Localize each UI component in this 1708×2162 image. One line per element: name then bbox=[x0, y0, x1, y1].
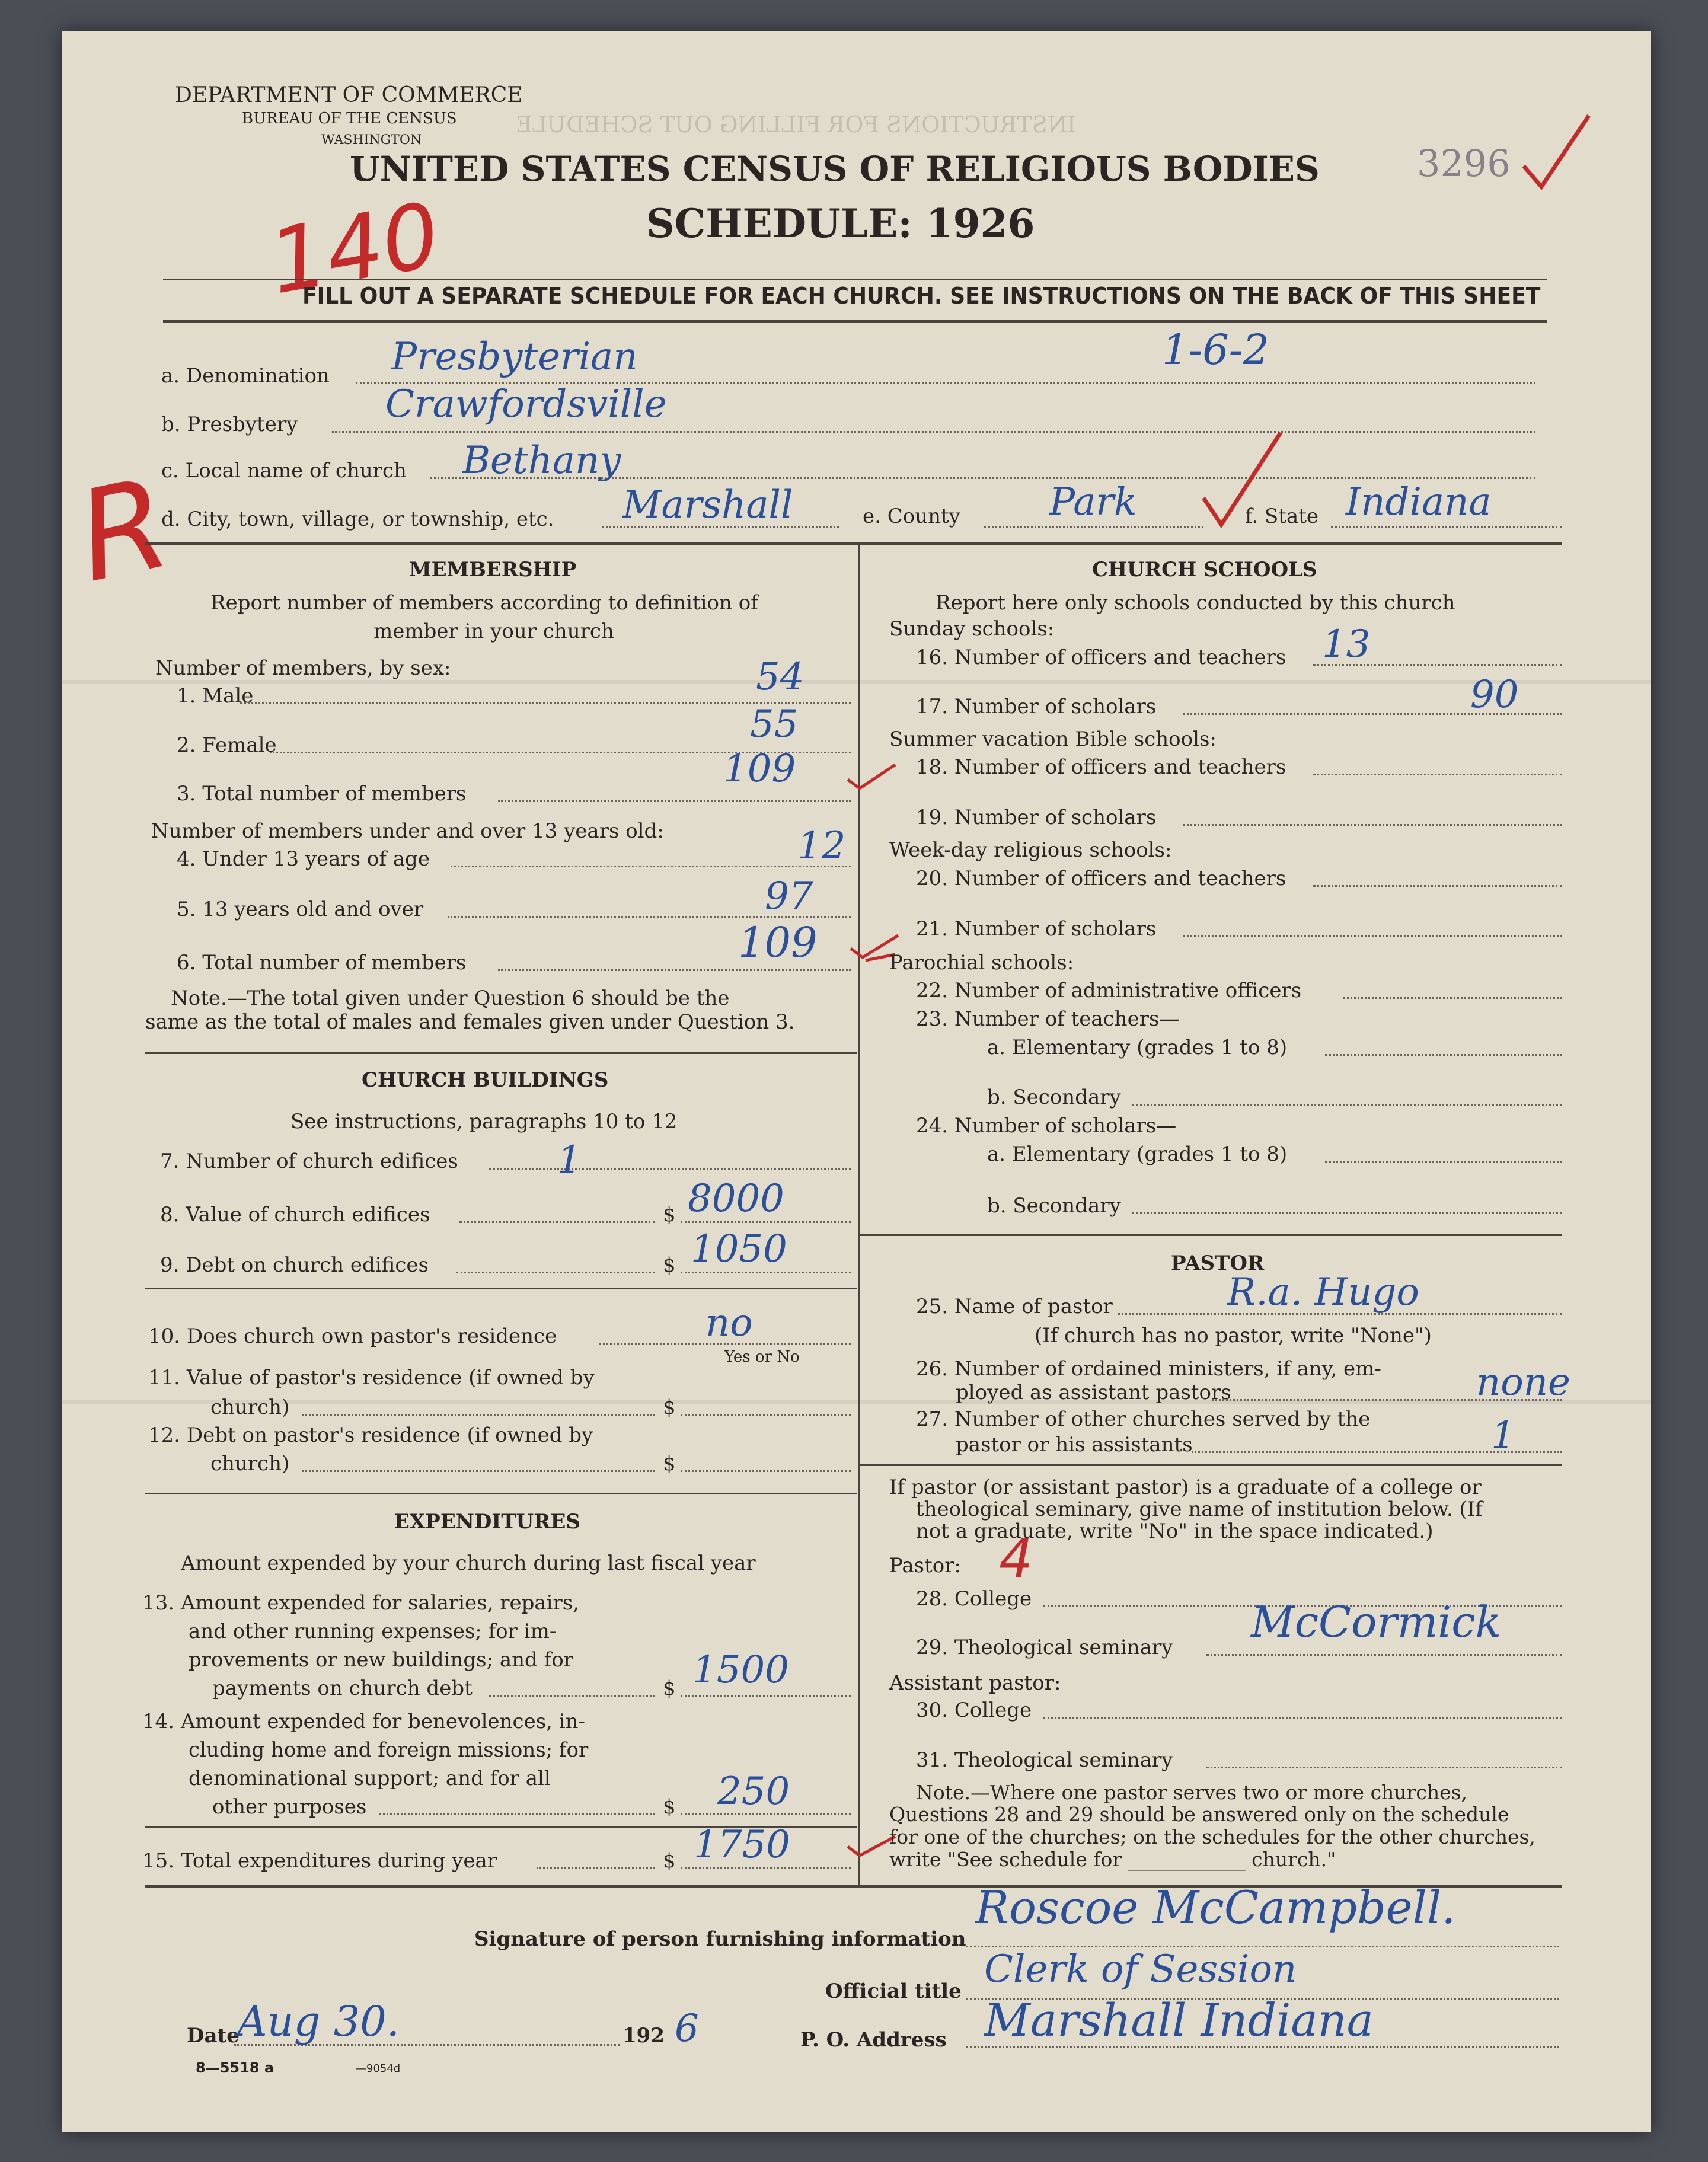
buildings-heading: CHURCH BUILDINGS bbox=[362, 1068, 609, 1092]
year-prefix: 192 bbox=[622, 2024, 665, 2048]
by-age-label: Number of members under and over 13 years old: bbox=[151, 819, 664, 843]
q19-label: 19. Number of scholars bbox=[916, 806, 1157, 829]
denomination-label: a. Denomination bbox=[161, 364, 330, 388]
q3-label: 3. Total number of members bbox=[177, 782, 467, 806]
q13-label-2: and other running expenses; for im- bbox=[189, 1620, 557, 1643]
membership-sub-2: member in your church bbox=[373, 619, 614, 643]
q4-label: 4. Under 13 years of age bbox=[177, 847, 430, 871]
q14-label-2: cluding home and foreign missions; for bbox=[189, 1738, 589, 1762]
fold-line-upper bbox=[62, 680, 1651, 684]
q16-value: 13 bbox=[1322, 622, 1371, 666]
q14-label-1: 14. Amount expended for benevolences, in- bbox=[142, 1710, 586, 1733]
membership-sub-1: Report number of members according to definition of bbox=[210, 591, 758, 615]
q8-value: 8000 bbox=[688, 1177, 784, 1221]
denomination-value: Presbyterian bbox=[391, 335, 638, 379]
q25-value: R.a. Hugo bbox=[1227, 1270, 1419, 1314]
parochial-label: Parochial schools: bbox=[889, 951, 1074, 975]
q2-label: 2. Female bbox=[177, 733, 277, 757]
state-value: Indiana bbox=[1346, 480, 1492, 524]
q26-label-2: ployed as assistant pastors bbox=[956, 1381, 1231, 1404]
q14-label-3: denominational support; and for all bbox=[189, 1767, 551, 1790]
q9-value: 1050 bbox=[691, 1227, 787, 1271]
instruction-line: FILL OUT A SEPARATE SCHEDULE FOR EACH CHURCH. SEE INSTRUCTIONS ON THE BACK OF THIS SHEET bbox=[302, 283, 1541, 309]
q13-label-3: provements or new buildings; and for bbox=[189, 1648, 573, 1672]
red-r-mark: R bbox=[66, 450, 181, 611]
q15-label: 15. Total expenditures during year bbox=[142, 1849, 497, 1873]
q23-label: 23. Number of teachers— bbox=[916, 1007, 1180, 1031]
q30-label: 30. College bbox=[916, 1698, 1032, 1722]
pastor-sub-label: Pastor: bbox=[889, 1554, 961, 1577]
q25-label: 25. Name of pastor bbox=[916, 1295, 1113, 1318]
q21-label: 21. Number of scholars bbox=[916, 917, 1157, 941]
city-value: Marshall bbox=[622, 483, 793, 527]
q5-value: 97 bbox=[765, 874, 813, 918]
sunday-label: Sunday schools: bbox=[889, 617, 1055, 641]
q9-label: 9. Debt on church edifices bbox=[160, 1253, 429, 1277]
q22-label: 22. Number of administrative officers bbox=[916, 979, 1302, 1002]
po-address-label: P. O. Address bbox=[800, 2028, 947, 2052]
q23b-label: b. Secondary bbox=[987, 1085, 1121, 1109]
q2-value: 55 bbox=[750, 702, 799, 746]
official-title-value: Clerk of Session bbox=[984, 1947, 1297, 1991]
bureau-label: BUREAU OF THE CENSUS bbox=[242, 110, 457, 127]
bleed-through-text: INSTRUCTIONS FOR FILLING OUT SCHEDULE bbox=[516, 111, 1077, 138]
q31-label: 31. Theological seminary bbox=[916, 1748, 1173, 1772]
title-rule bbox=[163, 279, 1547, 280]
column-divider bbox=[858, 542, 860, 1885]
q8-label: 8. Value of church edifices bbox=[160, 1203, 430, 1227]
q26-value: none bbox=[1476, 1361, 1570, 1404]
q29-value: McCormick bbox=[1251, 1597, 1502, 1647]
handwritten-number: 140 bbox=[262, 183, 448, 315]
red-tick-q3 bbox=[845, 759, 898, 794]
q13-value: 1500 bbox=[692, 1648, 789, 1692]
by-sex-label: Number of members, by sex: bbox=[155, 656, 451, 680]
q23a-label: a. Elementary (grades 1 to 8) bbox=[987, 1036, 1288, 1059]
stamp-number: 3296 bbox=[1417, 142, 1511, 185]
q17-label: 17. Number of scholars bbox=[916, 695, 1157, 718]
po-address-value: Marshall Indiana bbox=[984, 1994, 1374, 2046]
q24-label: 24. Number of scholars— bbox=[916, 1114, 1177, 1138]
buildings-sub: See instructions, paragraphs 10 to 12 bbox=[290, 1110, 678, 1133]
instruction-rule bbox=[163, 320, 1547, 323]
expenditures-heading: EXPENDITURES bbox=[394, 1510, 580, 1534]
print-number: —9054d bbox=[356, 2062, 401, 2075]
q1-label: 1. Male bbox=[177, 684, 254, 708]
q4-value: 12 bbox=[797, 824, 846, 868]
q11-label-2: church) bbox=[210, 1395, 290, 1419]
pastor-heading: PASTOR bbox=[1171, 1251, 1265, 1275]
signature-label: Signature of person furnishing information bbox=[474, 1927, 966, 1951]
date-label: Date bbox=[187, 2024, 240, 2048]
city-label: WASHINGTON bbox=[321, 133, 422, 148]
q24a-label: a. Elementary (grades 1 to 8) bbox=[987, 1142, 1288, 1166]
assistant-pastor-label: Assistant pastor: bbox=[889, 1671, 1061, 1695]
q18-label: 18. Number of officers and teachers bbox=[916, 755, 1286, 779]
form-number: 8—5518 a bbox=[196, 2059, 274, 2076]
red-check-mark-top bbox=[1518, 110, 1595, 199]
q14-label-4: other purposes bbox=[212, 1795, 367, 1819]
q13-label-4: payments on church debt bbox=[212, 1676, 473, 1700]
q11-label-1: 11. Value of pastor's residence (if owned by bbox=[148, 1366, 595, 1390]
q12-label-2: church) bbox=[210, 1452, 290, 1476]
q20-label: 20. Number of officers and teachers bbox=[916, 867, 1286, 890]
q6-label: 6. Total number of members bbox=[177, 951, 467, 975]
county-label: e. County bbox=[863, 504, 960, 528]
q6-value: 109 bbox=[738, 918, 818, 967]
q16-label: 16. Number of officers and teachers bbox=[916, 646, 1286, 669]
q3-value: 109 bbox=[723, 747, 796, 791]
membership-note-2: same as the total of males and females given under Question 3. bbox=[145, 1010, 795, 1034]
state-label: f. State bbox=[1245, 504, 1318, 528]
q27-value: 1 bbox=[1491, 1414, 1515, 1458]
q5-label: 5. 13 years old and over bbox=[177, 898, 424, 921]
pastor-note-2: Questions 28 and 29 should be answered only on the schedule bbox=[889, 1803, 1509, 1826]
q24b-label: b. Secondary bbox=[987, 1194, 1121, 1218]
local-name-label: c. Local name of church bbox=[161, 459, 407, 483]
code-value: 1-6-2 bbox=[1162, 325, 1269, 374]
graduate-text-3: not a graduate, write "No" in the space indicated.) bbox=[916, 1519, 1434, 1543]
section-rule-top bbox=[145, 542, 1562, 545]
schools-heading: CHURCH SCHOOLS bbox=[1092, 558, 1317, 582]
q25-note: (If church has no pastor, write "None") bbox=[1035, 1324, 1432, 1347]
graduate-text-2: theological seminary, give name of institution below. (If bbox=[916, 1497, 1483, 1521]
q28-label: 28. College bbox=[916, 1587, 1032, 1611]
yes-or-no-label: Yes or No bbox=[724, 1348, 800, 1366]
graduate-text-1: If pastor (or assistant pastor) is a graduate of a college or bbox=[889, 1476, 1482, 1499]
official-title-label: Official title bbox=[825, 1979, 962, 2003]
pastor-note-1: Note.—Where one pastor serves two or more churches, bbox=[916, 1781, 1468, 1804]
q26-label-1: 26. Number of ordained ministers, if any, em- bbox=[916, 1357, 1381, 1381]
q14-value: 250 bbox=[717, 1770, 790, 1813]
expenditures-sub: Amount expended by your church during last fiscal year bbox=[181, 1551, 756, 1575]
schedule-title: SCHEDULE: 1926 bbox=[646, 200, 1035, 247]
q1-value: 54 bbox=[756, 655, 804, 699]
q10-value: no bbox=[705, 1301, 753, 1345]
pastor-note-3: for one of the churches; on the schedules for the other churches, bbox=[889, 1825, 1535, 1848]
signature-value: Roscoe McCampbell. bbox=[975, 1881, 1456, 1934]
date-value: Aug 30. bbox=[237, 1997, 400, 2046]
pastor-note-4: write "See schedule for ____________ church." bbox=[889, 1848, 1336, 1871]
q13-label-1: 13. Amount expended for salaries, repairs, bbox=[142, 1591, 580, 1615]
membership-note-1: Note.—The total given under Question 6 should be the bbox=[171, 986, 730, 1010]
q7-value: 1 bbox=[557, 1138, 582, 1182]
q27-label-2: pastor or his assistants bbox=[956, 1433, 1193, 1457]
q7-label: 7. Number of church edifices bbox=[160, 1149, 458, 1173]
schools-sub: Report here only schools conducted by this church bbox=[936, 591, 1455, 615]
q12-label-1: 12. Debt on pastor's residence (if owned by bbox=[148, 1423, 593, 1447]
weekday-label: Week-day religious schools: bbox=[889, 838, 1172, 862]
form-title: UNITED STATES CENSUS OF RELIGIOUS BODIES bbox=[350, 149, 1320, 189]
red-number-4: 4 bbox=[999, 1528, 1033, 1590]
presbytery-value: Crawfordsville bbox=[385, 382, 667, 426]
local-name-value: Bethany bbox=[462, 439, 621, 483]
vacation-label: Summer vacation Bible schools: bbox=[889, 727, 1217, 751]
q17-value: 90 bbox=[1470, 673, 1519, 717]
q10-label: 10. Does church own pastor's residence bbox=[148, 1324, 557, 1348]
department-label: DEPARTMENT OF COMMERCE bbox=[175, 83, 523, 107]
county-value: Park bbox=[1049, 480, 1137, 524]
q29-label: 29. Theological seminary bbox=[916, 1636, 1173, 1659]
q15-value: 1750 bbox=[694, 1823, 790, 1867]
city-label-d: d. City, town, village, or township, etc. bbox=[161, 507, 554, 531]
membership-heading: MEMBERSHIP bbox=[409, 558, 577, 582]
presbytery-label: b. Presbytery bbox=[161, 413, 298, 436]
year-value: 6 bbox=[675, 2007, 699, 2051]
q27-label-1: 27. Number of other churches served by the bbox=[916, 1407, 1371, 1431]
